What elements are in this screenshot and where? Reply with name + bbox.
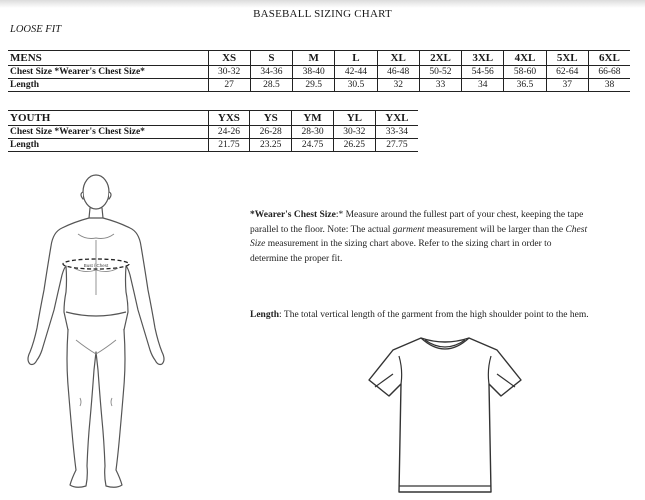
mens-size-header: XL (377, 51, 419, 66)
mens-size-header: M (293, 51, 335, 66)
mens-size-header: S (250, 51, 292, 66)
row-label: Length (8, 79, 208, 92)
table-cell: 38-40 (293, 66, 335, 79)
youth-size-table (8, 110, 418, 152)
youth-size-header: YL (333, 111, 375, 126)
mens-chest-row (8, 66, 630, 79)
chest-text: measurement in the sizing chart above. Refer to the sizing chart in order to determine the proper fit. (250, 239, 552, 264)
table-cell: 21.75 (208, 139, 250, 152)
youth-size-header: YXS (208, 111, 250, 126)
table-cell: 28.5 (250, 79, 292, 92)
table-cell: 24-26 (208, 126, 250, 139)
chest-text: Measure around the fullest part of your chest, keeping the tape parallel to the floor. Note: The actual (250, 210, 584, 235)
table-cell: 37 (546, 79, 588, 92)
table-cell: 33-34 (375, 126, 418, 139)
row-label: Chest Size *Wearer's Chest Size* (8, 66, 208, 79)
table-cell: 58-60 (504, 66, 546, 79)
youth-chest-row (8, 126, 418, 139)
table-cell: 50-52 (419, 66, 461, 79)
mens-length-row (8, 79, 630, 92)
length-term: Length (250, 310, 280, 320)
table-cell: 26-28 (250, 126, 292, 139)
youth-size-header: YS (250, 111, 292, 126)
mens-size-header: 6XL (588, 51, 630, 66)
youth-size-header: YM (292, 111, 334, 126)
table-cell: 26.25 (333, 139, 375, 152)
tshirt-illustration (365, 330, 525, 500)
table-cell: 27 (208, 79, 250, 92)
table-cell: 28-30 (292, 126, 334, 139)
table-cell: 42-44 (335, 66, 377, 79)
table-cell: 24.75 (292, 139, 334, 152)
youth-header-row (8, 111, 418, 126)
table-cell: 66-68 (588, 66, 630, 79)
mens-size-header: XS (208, 51, 250, 66)
mens-size-header: 2XL (419, 51, 461, 66)
top-shadow (0, 0, 645, 8)
youth-size-header: YXL (375, 111, 418, 126)
table-cell: 46-48 (377, 66, 419, 79)
mens-size-header: 4XL (504, 51, 546, 66)
table-cell: 30.5 (335, 79, 377, 92)
mens-size-table (8, 50, 630, 92)
table-cell: 32 (377, 79, 419, 92)
chest-text: measurement will be larger than the (424, 224, 566, 235)
length-text: : The total vertical length of the garment from the high shoulder point to the hem. (279, 310, 589, 320)
table-cell: 54-56 (462, 66, 504, 79)
table-cell: 33 (419, 79, 461, 92)
body-figure-illustration (20, 170, 190, 500)
table-cell: 27.75 (375, 139, 418, 152)
table-cell: 30-32 (208, 66, 250, 79)
mens-header-row (8, 51, 630, 66)
mens-size-header: L (335, 51, 377, 66)
bust-chest-label: Bust / Chest (83, 263, 109, 268)
table-cell: 34-36 (250, 66, 292, 79)
row-label: Length (8, 139, 208, 152)
table-cell: 29.5 (293, 79, 335, 92)
page-title: BASEBALL SIZING CHART (253, 8, 392, 20)
row-label: Chest Size *Wearer's Chest Size* (8, 126, 208, 139)
table-cell: 38 (588, 79, 630, 92)
youth-header-label: YOUTH (8, 111, 208, 126)
table-cell: 34 (462, 79, 504, 92)
emphasis-garment: garment (392, 224, 425, 235)
table-cell: 36.5 (504, 79, 546, 92)
mens-header-label: MENS (8, 51, 208, 66)
mens-size-header: 3XL (462, 51, 504, 66)
youth-length-row (8, 139, 418, 152)
mens-size-header: 5XL (546, 51, 588, 66)
table-cell: 62-64 (546, 66, 588, 79)
chest-size-term: *Wearer's Chest Size (250, 210, 336, 220)
table-cell: 23.25 (250, 139, 292, 152)
emphasis-chest-size: Chest Size (250, 224, 588, 249)
table-cell: 30-32 (333, 126, 375, 139)
term-separator: :* (335, 210, 346, 220)
fit-label: LOOSE FIT (10, 24, 62, 35)
chest-size-description (250, 208, 590, 266)
length-description (250, 308, 590, 323)
